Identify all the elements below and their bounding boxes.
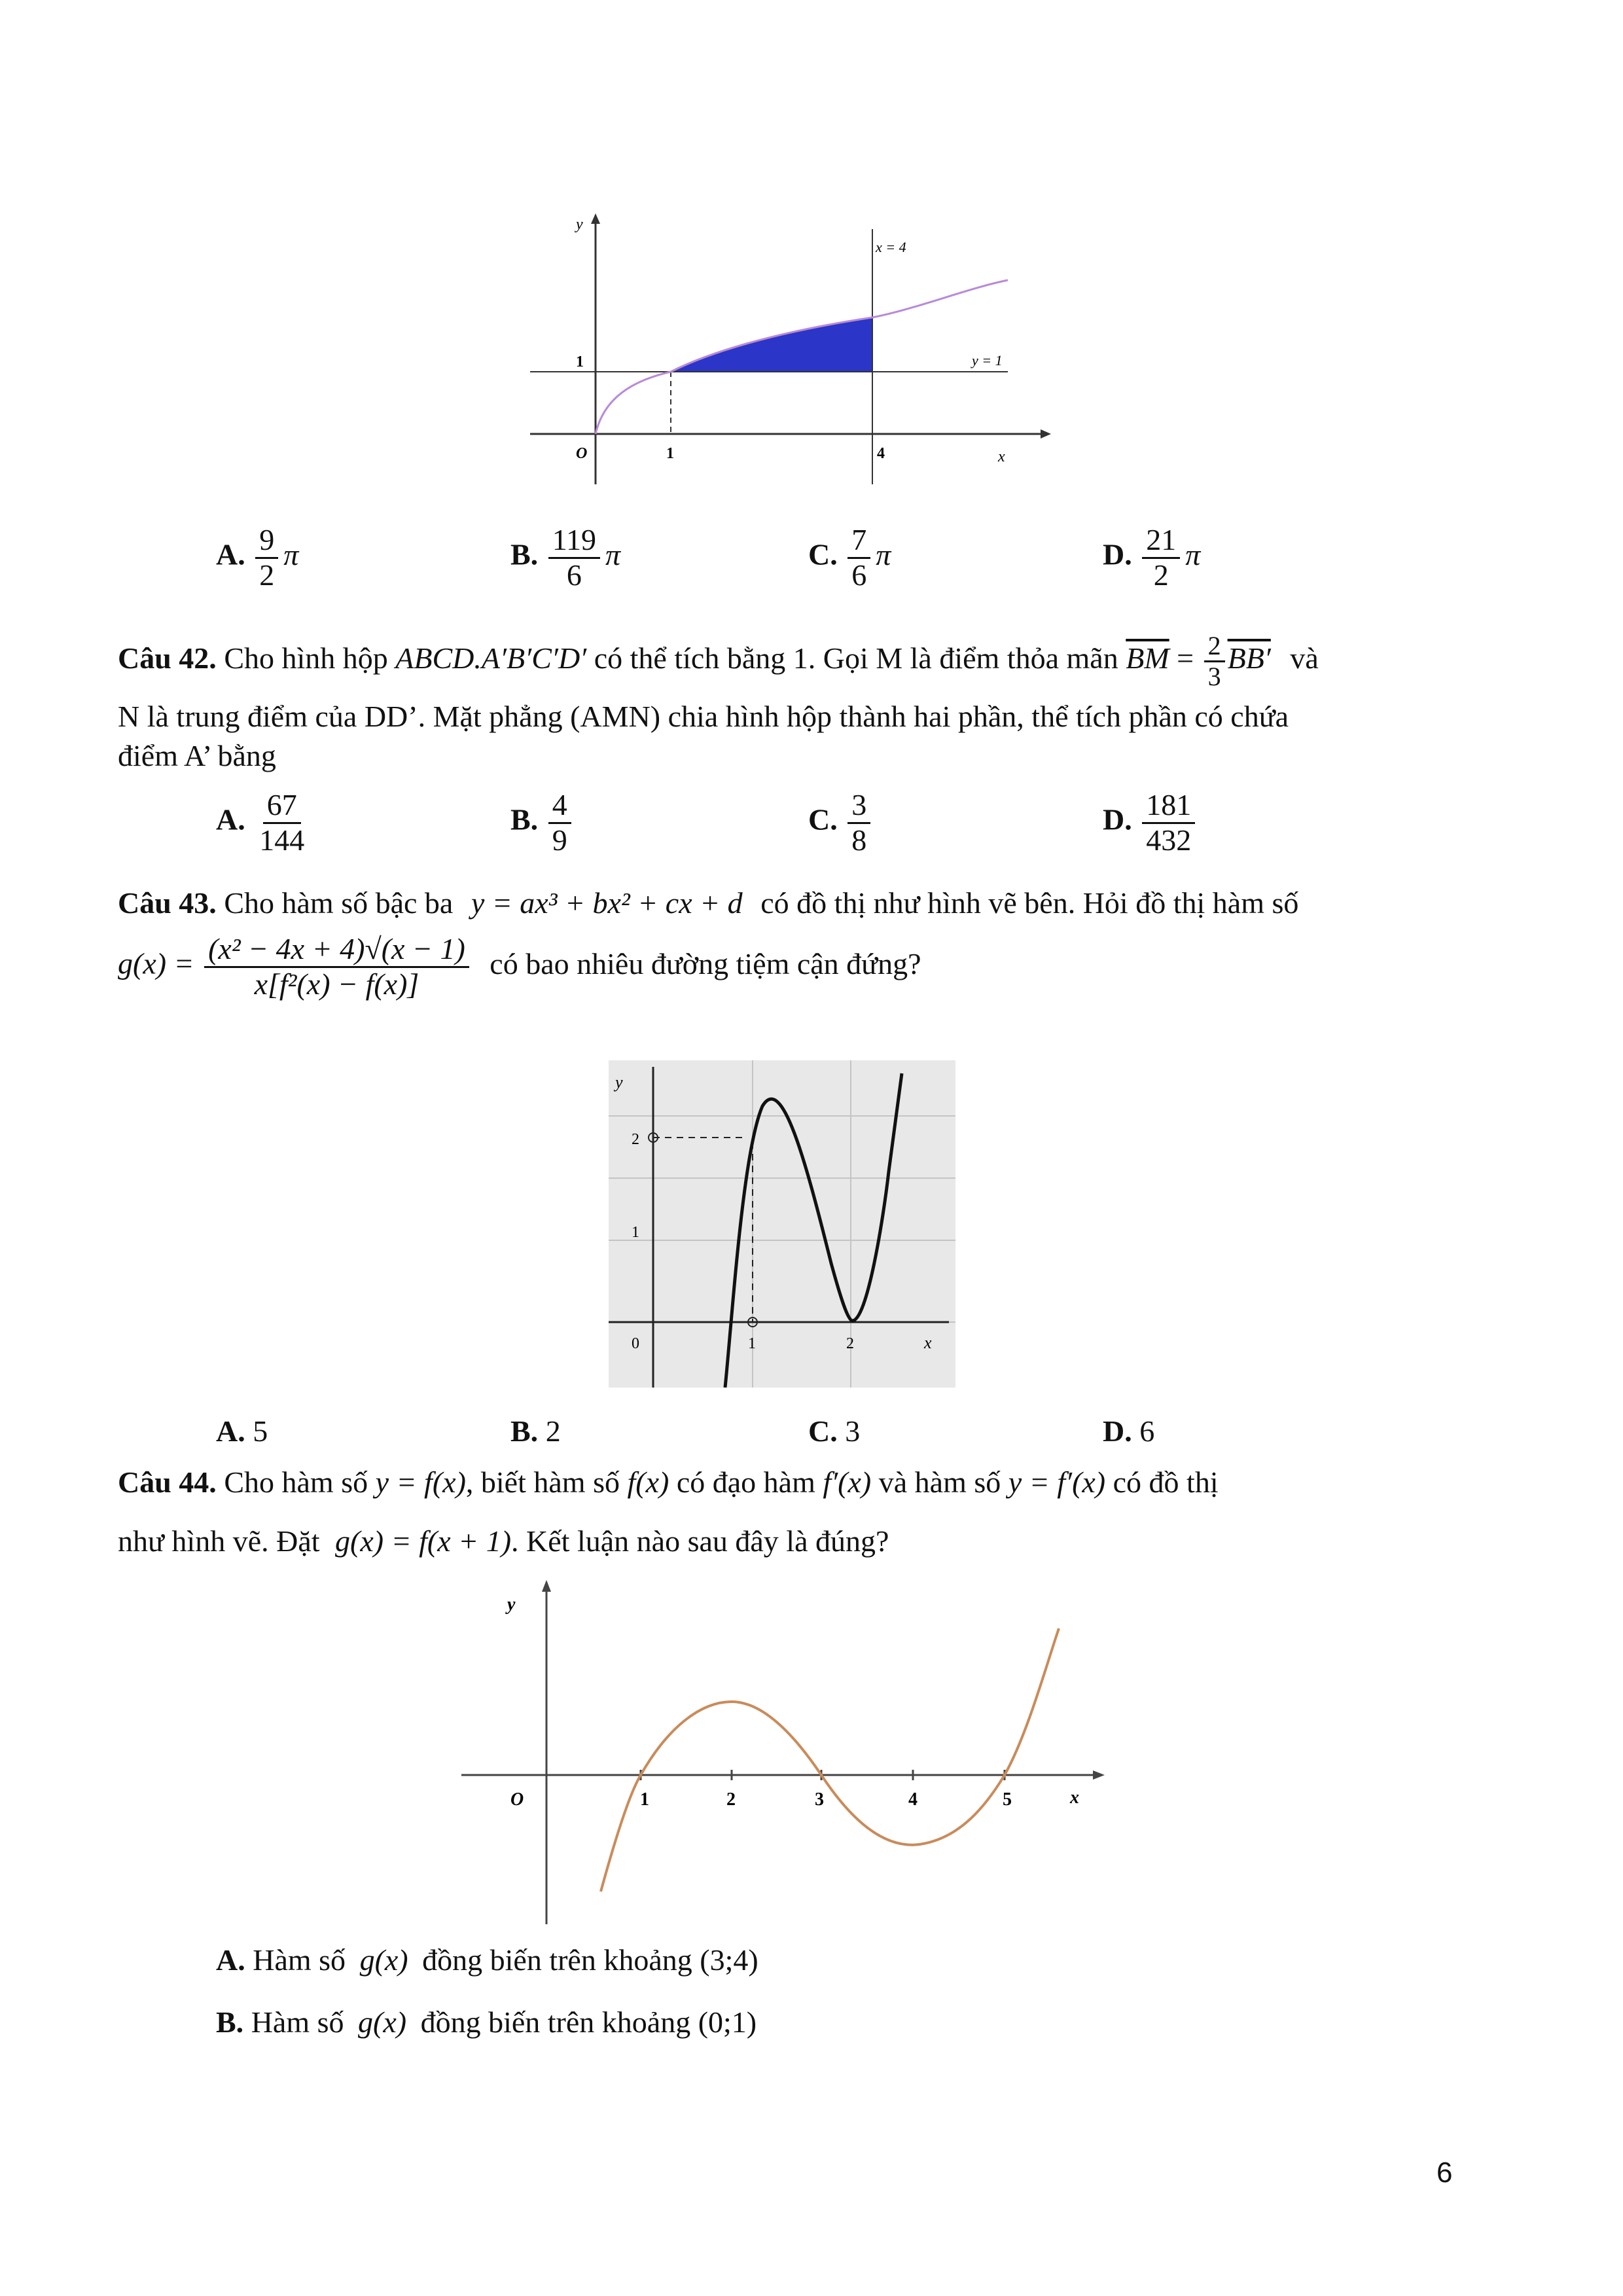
answer-text: 3 xyxy=(845,1414,861,1448)
q44-text: Cho hàm số xyxy=(224,1465,368,1499)
q43-answer-b[interactable] xyxy=(510,1414,561,1448)
q43-ytick-2: 2 xyxy=(632,1131,639,1148)
q43-text: có đồ thị như hình vẽ bên. Hỏi đồ thị hàm số xyxy=(760,886,1299,920)
q42-line2: N là trung điểm của DD’. Mặt phẳng (AMN) chia hình hộp thành hai phần, thể tích phần có chứa xyxy=(118,700,1289,733)
q41-answer-d[interactable] xyxy=(1103,524,1200,592)
q41-x-label: x xyxy=(998,448,1005,465)
answer-text: đồng biến trên khoảng (3;4) xyxy=(422,1943,758,1977)
q44-f4: y = f′(x) xyxy=(1008,1465,1106,1499)
page-number: 6 xyxy=(1436,2157,1453,2189)
q43-answer-a[interactable] xyxy=(216,1414,268,1448)
q44-answer-b[interactable] xyxy=(216,2003,757,2042)
q43-origin: 0 xyxy=(632,1335,639,1352)
answer-text: Hàm số xyxy=(253,1943,346,1977)
frac-den: x[f²(x) − f(x)] xyxy=(254,967,419,1001)
answer-text: 6 xyxy=(1139,1414,1155,1448)
vector-bb: BB′ xyxy=(1227,641,1271,675)
q42-answer-c[interactable] xyxy=(808,789,873,857)
q44-line1 xyxy=(118,1463,1459,1502)
q42-text: và xyxy=(1290,641,1319,675)
q41-tick-x4: 4 xyxy=(877,445,885,462)
q44-text: . Kết luận nào sau đây là đúng? xyxy=(511,1524,889,1558)
q43-text: Cho hàm số bậc ba xyxy=(224,886,454,920)
q43-line1 xyxy=(118,884,1459,923)
q43-answer-c[interactable] xyxy=(808,1414,860,1448)
answer-letter: B. xyxy=(510,537,539,571)
frac-den: 432 xyxy=(1146,823,1192,857)
answer-letter: C. xyxy=(808,537,838,571)
equals-sign: = xyxy=(1177,641,1194,675)
q44-g-def: g(x) = f(x + 1) xyxy=(335,1524,512,1558)
q41-tick-y1: 1 xyxy=(576,353,584,370)
q41-label-x4: x = 4 xyxy=(876,239,906,255)
q43-label: Câu 43. xyxy=(118,886,217,920)
q44-x-label: x xyxy=(1070,1787,1079,1808)
q41-answer-c[interactable] xyxy=(808,524,891,592)
q43-ytick-1: 1 xyxy=(632,1224,639,1241)
q44-derivative-curve xyxy=(601,1628,1059,1892)
q44-f2: f(x) xyxy=(627,1465,669,1499)
pi-symbol: π xyxy=(605,537,621,571)
pi-symbol: π xyxy=(283,537,299,571)
pi-symbol: π xyxy=(876,537,891,571)
q43-text: có bao nhiêu đường tiệm cận đứng? xyxy=(490,946,921,980)
q43-answer-d[interactable] xyxy=(1103,1414,1154,1448)
frac-num: 2 xyxy=(1204,632,1225,662)
q44-label: Câu 44. xyxy=(118,1465,217,1499)
answer-text: Hàm số xyxy=(251,2005,344,2039)
frac-num: 181 xyxy=(1142,789,1195,824)
q42-box-name: ABCD.A′B′C′D′ xyxy=(395,641,587,675)
frac-num: (x² − 4x + 4)√(x − 1) xyxy=(204,933,469,968)
frac-den: 6 xyxy=(566,558,582,592)
q44-f3: f′(x) xyxy=(823,1465,872,1499)
pi-symbol: π xyxy=(1185,537,1201,571)
q43-g-lhs: g(x) = xyxy=(118,946,194,980)
q44-answer-a[interactable] xyxy=(216,1941,758,1980)
q43-y-label: y xyxy=(615,1073,623,1092)
q42-answer-b[interactable] xyxy=(510,789,574,857)
q42-label: Câu 42. xyxy=(118,641,217,675)
answer-letter: B. xyxy=(510,1414,539,1448)
q42-answer-a[interactable] xyxy=(216,789,311,857)
q41-shaded-region xyxy=(671,317,872,372)
answer-letter: D. xyxy=(1103,537,1132,571)
q44-text: , biết hàm số xyxy=(465,1465,620,1499)
answer-letter: B. xyxy=(216,2005,244,2039)
q43-tick-1: 1 xyxy=(748,1335,756,1352)
answer-letter: A. xyxy=(216,1943,245,1977)
frac-den: 9 xyxy=(552,823,567,857)
answer-text: đồng biến trên khoảng (0;1) xyxy=(420,2005,757,2039)
q44-tick-5: 5 xyxy=(1003,1789,1012,1810)
answer-text: 2 xyxy=(545,1414,561,1448)
frac-den: 8 xyxy=(851,823,867,857)
vector-bm: $\overline{BM}$ xyxy=(1126,641,1169,675)
q41-tick-x1: 1 xyxy=(666,445,674,462)
frac-num: 67 xyxy=(263,789,301,824)
frac-num: 3 xyxy=(847,789,870,824)
answer-letter: C. xyxy=(808,802,838,836)
q41-origin: O xyxy=(576,445,588,462)
q44-text: như hình vẽ. Đặt xyxy=(118,1524,320,1558)
q44-graph xyxy=(458,1577,1113,1931)
q44-tick-1: 1 xyxy=(640,1789,649,1810)
q41-answer-b[interactable] xyxy=(510,524,620,592)
frac-den: 144 xyxy=(259,823,305,857)
q43-cubic: y = ax³ + bx² + cx + d xyxy=(471,886,743,920)
q44-origin: O xyxy=(510,1789,524,1810)
q41-answer-a[interactable] xyxy=(216,524,298,592)
q44-y-label: y xyxy=(507,1594,516,1615)
q44-text: có đạo hàm xyxy=(676,1465,815,1499)
q43-line2 xyxy=(118,933,921,1001)
q44-text: có đồ thị xyxy=(1113,1465,1219,1499)
q42-text: Cho hình hộp xyxy=(224,641,388,675)
q41-label-y1: y = 1 xyxy=(972,352,1003,368)
q44-tick-3: 3 xyxy=(815,1789,824,1810)
q44-tick-4: 4 xyxy=(908,1789,918,1810)
answer-letter: B. xyxy=(510,802,539,836)
answer-letter: D. xyxy=(1103,1414,1132,1448)
frac-num: 4 xyxy=(548,789,571,824)
q44-tick-2: 2 xyxy=(726,1789,736,1810)
q42-text: có thể tích bằng 1. Gọi M là điểm thỏa mãn xyxy=(594,641,1118,675)
answer-letter: C. xyxy=(808,1414,838,1448)
q44-line2 xyxy=(118,1522,889,1561)
q42-line1 xyxy=(118,632,1459,691)
frac-num: 21 xyxy=(1142,524,1180,559)
answer-g: g(x) xyxy=(359,1943,408,1977)
frac-num: 7 xyxy=(847,524,870,559)
answer-letter: A. xyxy=(216,802,245,836)
q44-text: và hàm số xyxy=(878,1465,1001,1499)
q42-line3: điểm A’ bằng xyxy=(118,739,276,772)
answer-g: g(x) xyxy=(358,2005,407,2039)
q43-graph xyxy=(609,1060,955,1388)
q44-f1: y = f(x) xyxy=(375,1465,466,1499)
frac-den: 2 xyxy=(1153,558,1169,592)
frac-num: 119 xyxy=(548,524,600,559)
frac-den: 3 xyxy=(1207,662,1221,691)
answer-letter: A. xyxy=(216,1414,245,1448)
q42-answer-d[interactable] xyxy=(1103,789,1198,857)
frac-num: 9 xyxy=(255,524,278,559)
answer-letter: D. xyxy=(1103,802,1132,836)
answer-text: 5 xyxy=(253,1414,268,1448)
q41-y-label: y xyxy=(576,216,583,233)
frac-den: 2 xyxy=(259,558,275,592)
q43-x-label: x xyxy=(924,1333,932,1352)
answer-letter: A. xyxy=(216,537,245,571)
frac-den: 6 xyxy=(851,558,867,592)
q43-tick-2: 2 xyxy=(846,1335,854,1352)
q41-graph xyxy=(510,196,1060,497)
